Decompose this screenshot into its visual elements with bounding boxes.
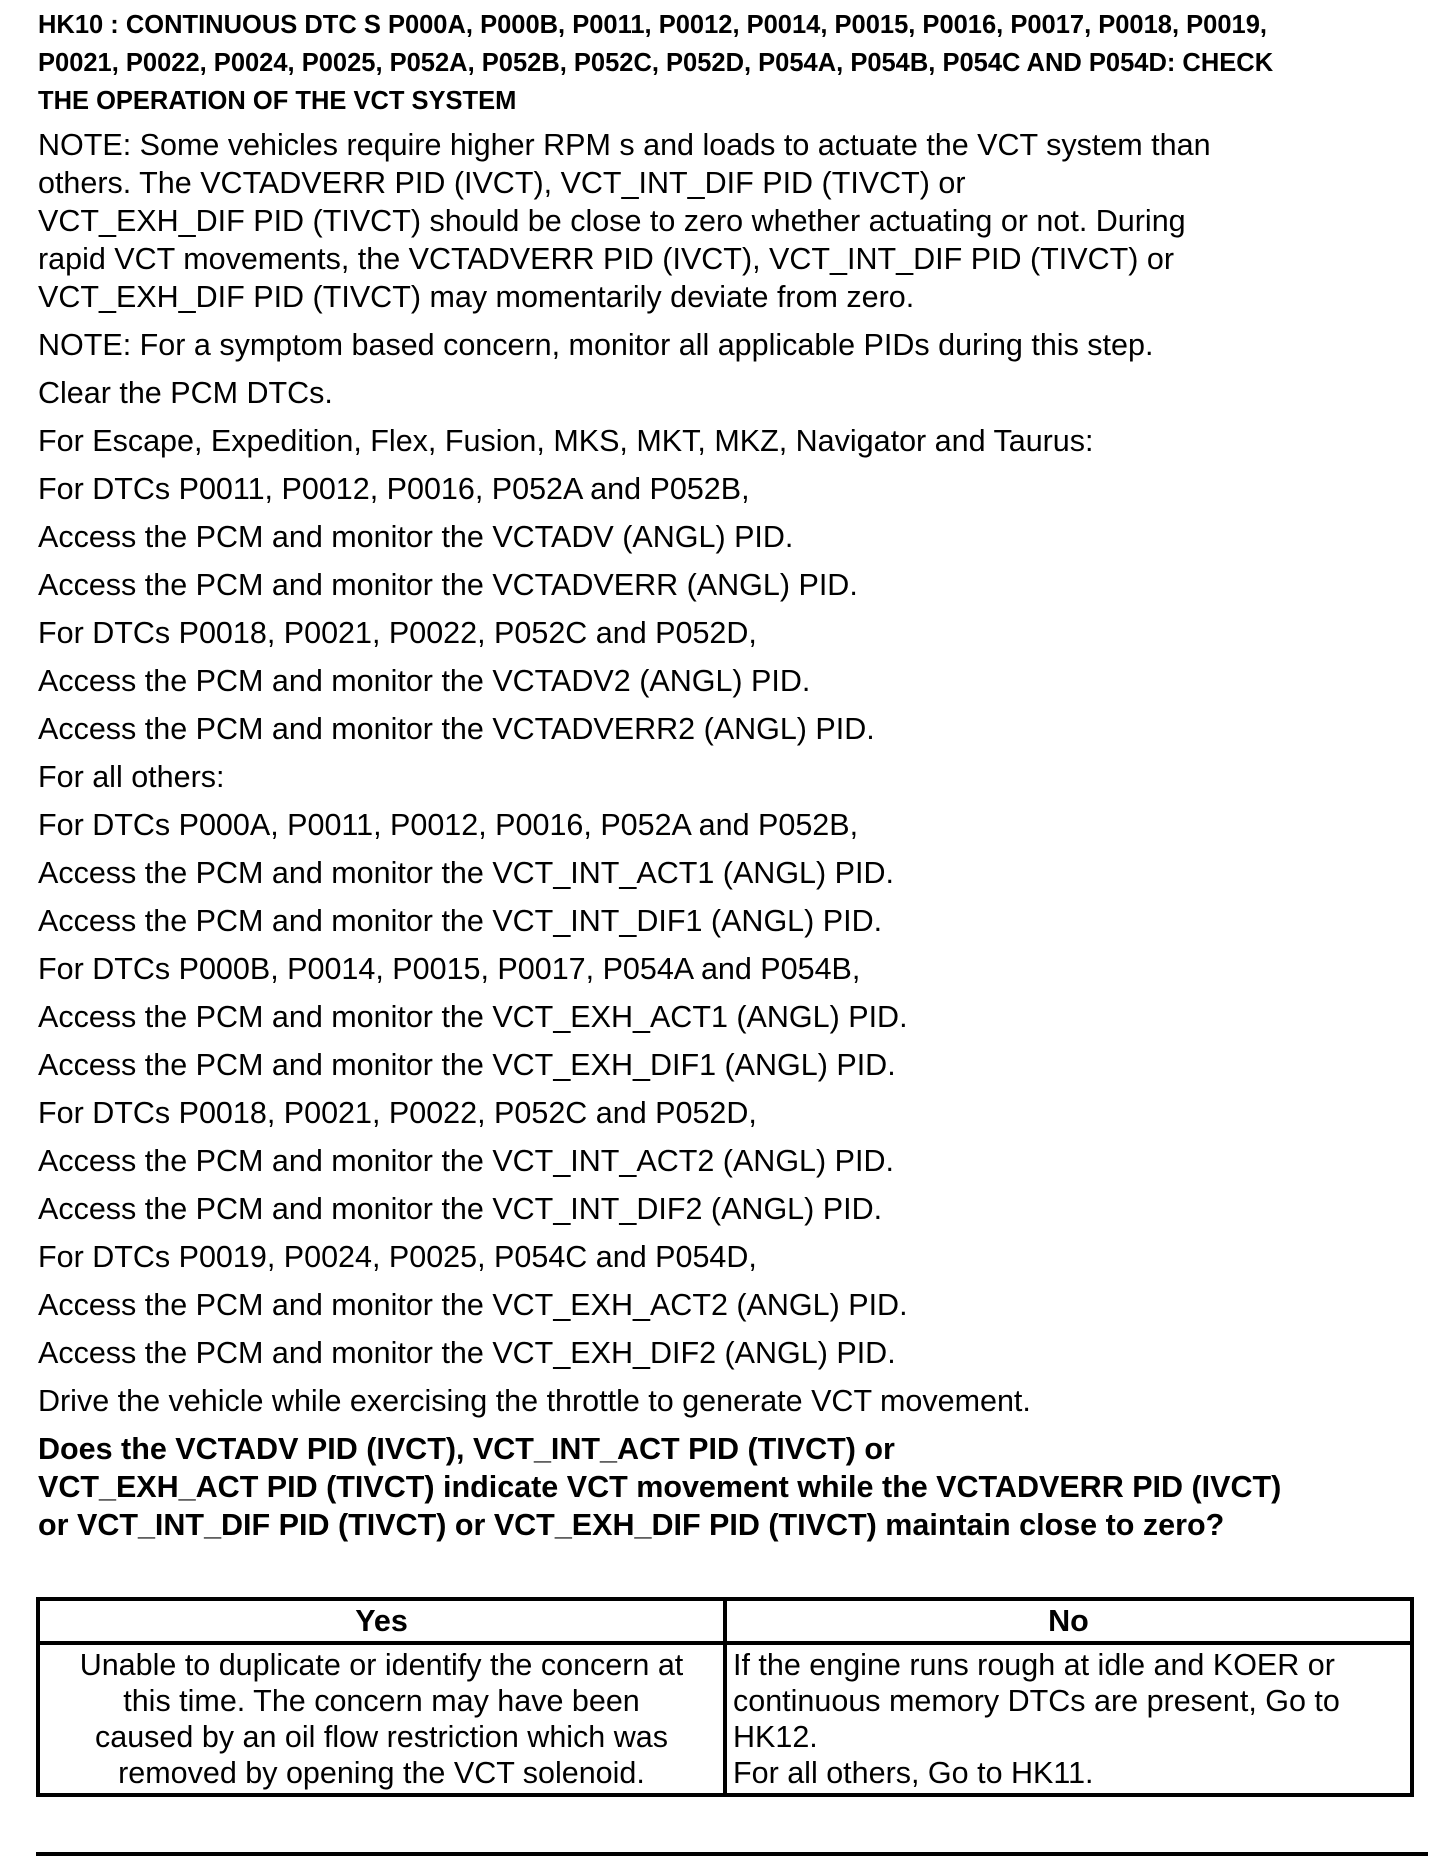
yes-text-line: Unable to duplicate or identify the concern at <box>79 1648 684 1682</box>
step-line: Access the PCM and monitor the VCT_EXH_DIF1 (ANGL) PID. <box>38 1048 896 1082</box>
no-text-line: If the engine runs rough at idle and KOER or <box>733 1648 1335 1682</box>
yes-text-line: removed by opening the VCT solenoid. <box>118 1756 645 1790</box>
yes-header: Yes <box>38 1599 725 1643</box>
note-line: VCT_EXH_DIF PID (TIVCT) may momentarily deviate from zero. <box>38 280 915 314</box>
heading-line: HK10 : CONTINUOUS DTC S P000A, P000B, P0011, P0012, P0014, P0015, P0016, P0017, P0018, P0019, <box>38 11 1267 39</box>
no-cell <box>725 1643 1412 1795</box>
table-header-row <box>38 1599 1412 1643</box>
note-paragraph <box>38 126 1438 316</box>
procedure-page <box>38 6 1438 1554</box>
step-line: For DTCs P000A, P0011, P0012, P0016, P052A and P052B, <box>38 808 859 842</box>
step-line: For all others: <box>38 760 225 794</box>
yes-no-table <box>36 1597 1414 1797</box>
step-line: For DTCs P0019, P0024, P0025, P054C and P054D, <box>38 1240 757 1274</box>
step-line: Access the PCM and monitor the VCT_INT_ACT1 (ANGL) PID. <box>38 856 894 890</box>
no-header: No <box>725 1599 1412 1643</box>
question-line: or VCT_INT_DIF PID (TIVCT) or VCT_EXH_DIF PID (TIVCT) maintain close to zero? <box>38 1508 1225 1542</box>
note-line: rapid VCT movements, the VCTADVERR PID (IVCT), VCT_INT_DIF PID (TIVCT) or <box>38 242 1175 276</box>
step-line: Access the PCM and monitor the VCTADV (ANGL) PID. <box>38 520 794 554</box>
step-line: Access the PCM and monitor the VCT_INT_DIF2 (ANGL) PID. <box>38 1192 883 1226</box>
step-line: Clear the PCM DTCs. <box>38 376 333 410</box>
step-line: Access the PCM and monitor the VCT_EXH_ACT1 (ANGL) PID. <box>38 1000 908 1034</box>
note-line: VCT_EXH_DIF PID (TIVCT) should be close to zero whether actuating or not. During <box>38 204 1186 238</box>
symptom-note: NOTE: For a symptom based concern, monitor all applicable PIDs during this step. <box>38 328 1154 362</box>
step-line: For DTCs P0018, P0021, P0022, P052C and P052D, <box>38 1096 757 1130</box>
no-text-line: HK12. <box>733 1720 818 1754</box>
question-line: Does the VCTADV PID (IVCT), VCT_INT_ACT PID (TIVCT) or <box>38 1432 895 1466</box>
step-line: For Escape, Expedition, Flex, Fusion, MKS, MKT, MKZ, Navigator and Taurus: <box>38 424 1094 458</box>
step-line: Access the PCM and monitor the VCT_INT_ACT2 (ANGL) PID. <box>38 1144 894 1178</box>
heading-line: THE OPERATION OF THE VCT SYSTEM <box>38 87 517 115</box>
step-line: For DTCs P000B, P0014, P0015, P0017, P054A and P054B, <box>38 952 861 986</box>
yes-cell <box>38 1643 725 1795</box>
note-line: NOTE: Some vehicles require higher RPM s and loads to actuate the VCT system than <box>38 128 1211 162</box>
bottom-divider <box>36 1852 1428 1856</box>
no-text-line: For all others, Go to HK11. <box>733 1756 1094 1790</box>
step-line: Access the PCM and monitor the VCT_EXH_DIF2 (ANGL) PID. <box>38 1336 896 1370</box>
note-line: others. The VCTADVERR PID (IVCT), VCT_INT_DIF PID (TIVCT) or <box>38 166 966 200</box>
step-line: For DTCs P0011, P0012, P0016, P052A and P052B, <box>38 472 750 506</box>
heading-line: P0021, P0022, P0024, P0025, P052A, P052B, P052C, P052D, P054A, P054B, P054C AND P054D: CHECK <box>38 49 1274 77</box>
step-line: Access the PCM and monitor the VCTADVERR2 (ANGL) PID. <box>38 712 875 746</box>
step-line: Access the PCM and monitor the VCT_INT_DIF1 (ANGL) PID. <box>38 904 883 938</box>
step-line: For DTCs P0018, P0021, P0022, P052C and P052D, <box>38 616 757 650</box>
table-row <box>38 1643 1412 1795</box>
decision-question <box>38 1430 1438 1544</box>
step-line: Access the PCM and monitor the VCT_EXH_ACT2 (ANGL) PID. <box>38 1288 908 1322</box>
question-line: VCT_EXH_ACT PID (TIVCT) indicate VCT movement while the VCTADVERR PID (IVCT) <box>38 1470 1282 1504</box>
yes-text-line: this time. The concern may have been <box>123 1684 640 1718</box>
yes-text-line: caused by an oil flow restriction which was <box>95 1720 668 1754</box>
no-text-line: continuous memory DTCs are present, Go to <box>733 1684 1340 1718</box>
step-heading <box>38 6 1438 120</box>
step-line: Access the PCM and monitor the VCTADVERR (ANGL) PID. <box>38 568 858 602</box>
step-line: Access the PCM and monitor the VCTADV2 (ANGL) PID. <box>38 664 811 698</box>
step-line: Drive the vehicle while exercising the throttle to generate VCT movement. <box>38 1384 1031 1418</box>
